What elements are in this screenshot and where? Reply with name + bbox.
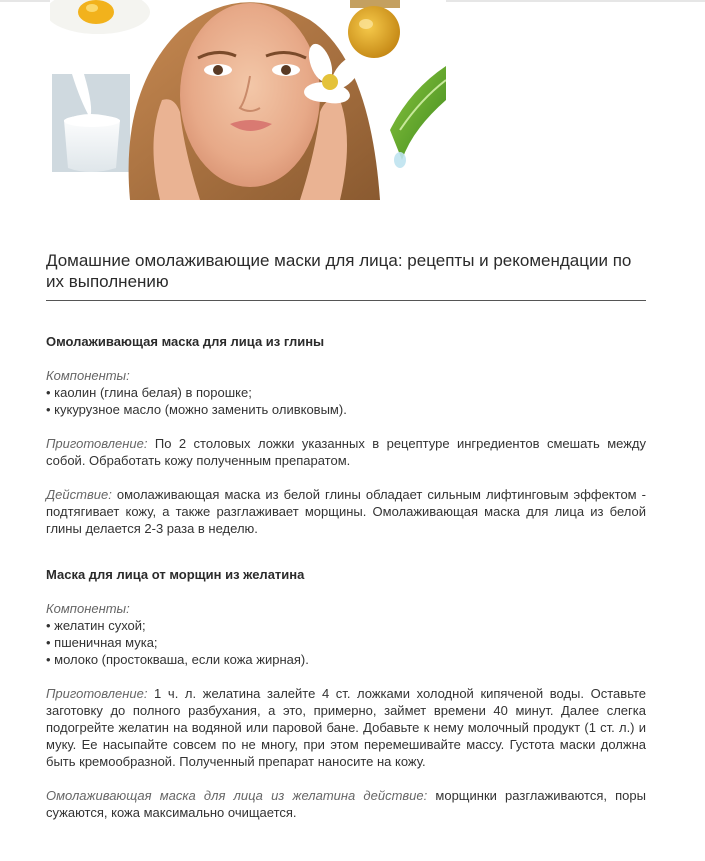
- action-paragraph: [46, 787, 646, 821]
- preparation-paragraph: [46, 435, 646, 469]
- egg-icon: [50, 0, 150, 34]
- action-text: омолаживающая маска из белой глины обладает сильным лифтинговым эффектом - подтягивает кожу, а также разглаживает морщины. Омолаживающая маска для лица из белой глины делается 2-3 раза в неделю.: [46, 487, 646, 536]
- title-divider: [46, 300, 646, 301]
- components-label: [46, 600, 646, 617]
- preparation-text: По 2 столовых ложки указанных в рецептуре ингредиентов смешать между собой. Обработать кожу полученным препаратом.: [46, 436, 646, 468]
- article-body: [46, 333, 646, 821]
- article-title: Домашние омолаживающие маски для лица: рецепты и рекомендации по их выполнению: [46, 251, 632, 291]
- component-item: • каолин (глина белая) в порошке;: [46, 385, 252, 400]
- component-item: • кукурузное масло (можно заменить оливковым).: [46, 402, 347, 417]
- preparation-label: Приготовление:: [46, 436, 148, 451]
- aloe-icon: [390, 66, 446, 168]
- components-label-text: Компоненты:: [46, 601, 130, 616]
- action-label: Действие:: [46, 487, 112, 502]
- section-heading: Маска для лица от морщин из желатина: [46, 567, 305, 582]
- component-item: • желатин сухой;: [46, 618, 146, 633]
- preparation-paragraph: [46, 685, 646, 770]
- preparation-label: Приготовление:: [46, 686, 148, 701]
- component-item: • молоко (простокваша, если кожа жирная).: [46, 652, 309, 667]
- honey-icon: [348, 0, 400, 58]
- hero-illustration: [50, 0, 446, 200]
- section-heading: Омолаживающая маска для лица из глины: [46, 334, 325, 349]
- action-label: Омолаживающая маска для лица из желатина действие:: [46, 788, 428, 803]
- components-label: [46, 367, 646, 384]
- milk-icon: [52, 74, 130, 172]
- component-item: • пшеничная мука;: [46, 635, 158, 650]
- action-paragraph: [46, 486, 646, 537]
- preparation-text: 1 ч. л. желатина залейте 4 ст. ложками холодной кипяченой воды. Оставьте заготовку до полного разбухания, а это, примерно, займет времени 40 минут. Далее слегка подогрейте желатин на водяной или паровой бане. Добавьте к нему молочный продукт (1 ст. л.) и муку. Ее насыпайте совсем по не многу, при этом перемешивайте массу. Густота маски должна быть кремообразной. Полученный препарат наносите на кожу.: [46, 686, 646, 769]
- action-text: морщинки разглаживаются, поры сужаются, кожа максимально очищается.: [46, 788, 646, 820]
- components-label-text: Компоненты:: [46, 368, 130, 383]
- hero-image: [50, 0, 446, 200]
